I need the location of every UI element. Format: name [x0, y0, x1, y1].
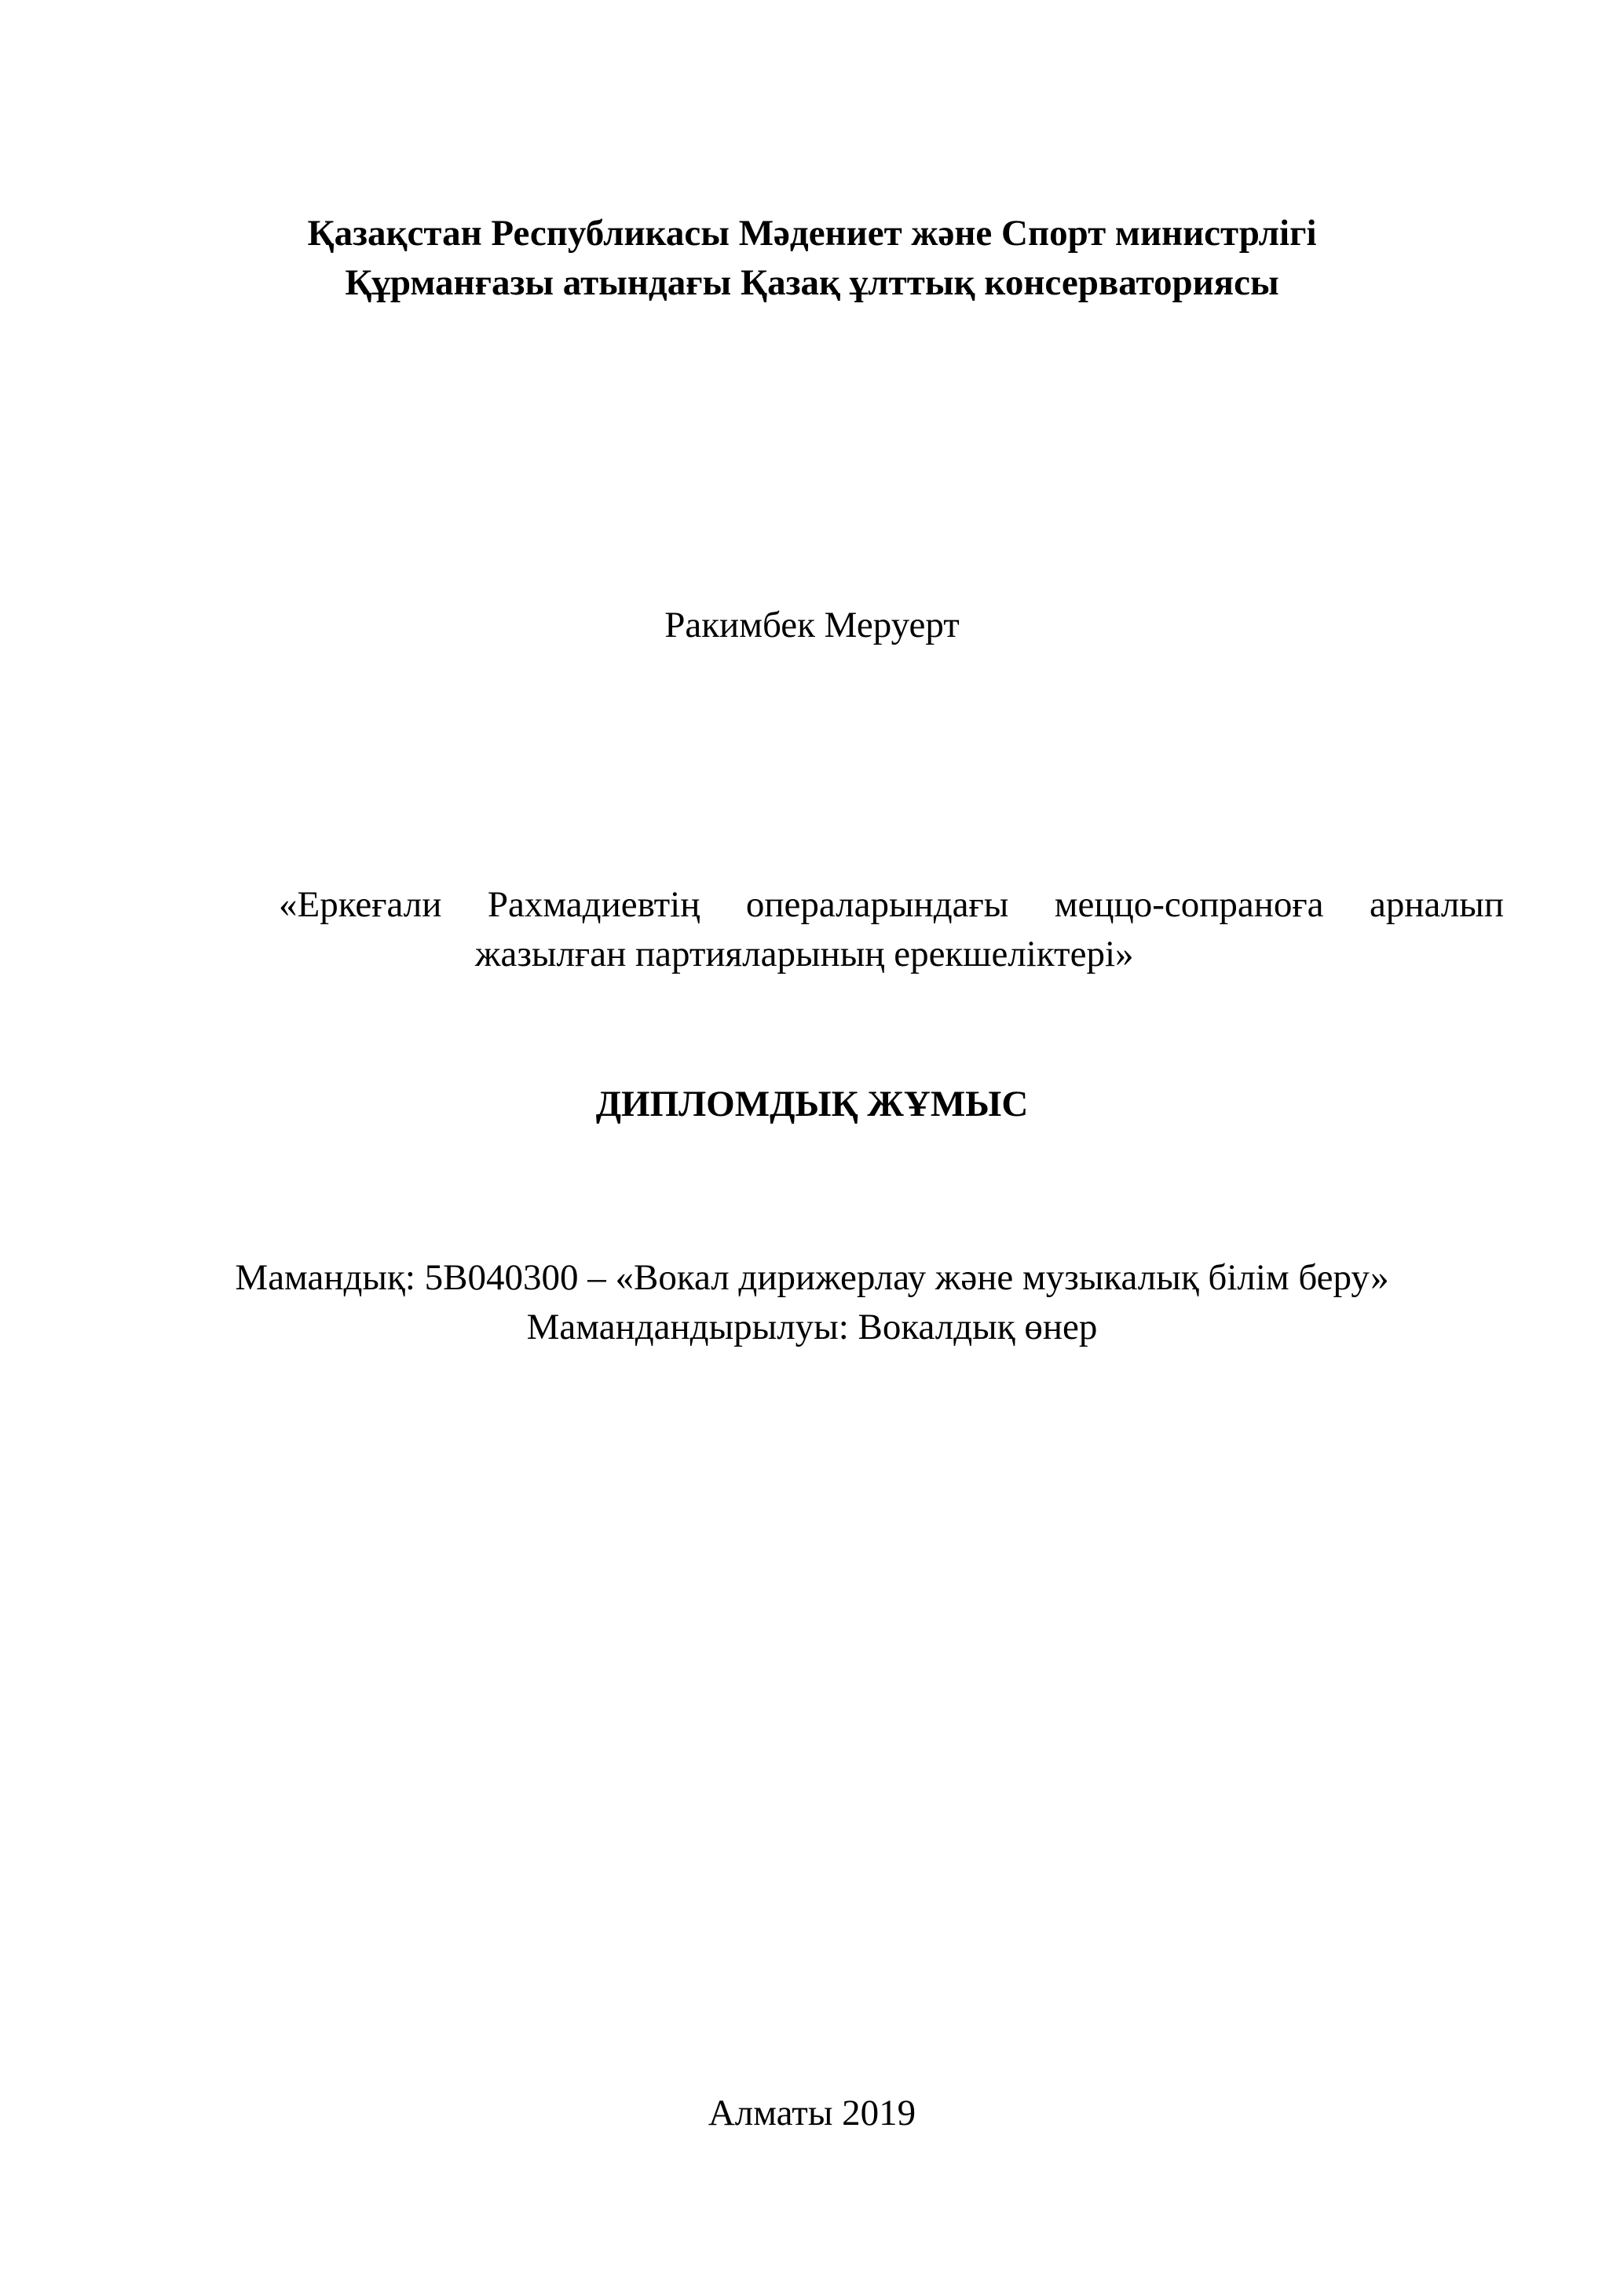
institution-header	[0, 209, 1624, 308]
specialty-block	[0, 1253, 1624, 1352]
conservatory-name: Құрманғазы атындағы Қазақ ұлттық консерваториясы	[345, 262, 1279, 303]
specialization-line: Мамандандырылуы: Вокалдық өнер	[526, 1307, 1098, 1347]
thesis-title-line-1: «Еркеғали Рахмадиевтің операларындағы меццо-сопраноға арналып	[279, 884, 1504, 925]
document-type: ДИПЛОМДЫҚ ЖҰМЫС	[595, 1084, 1029, 1124]
author-name: Ракимбек Меруерт	[664, 605, 960, 645]
thesis-title-line-2: жазылған партияларының ерекшеліктері»	[475, 934, 1134, 974]
city-year: Алматы 2019	[708, 2093, 916, 2133]
ministry-name: Қазақстан Республикасы Мәдениет және Спорт министрлігі	[307, 213, 1317, 254]
specialty-line: Мамандық: 5В040300 – «Вокал дирижерлау және музыкалық білім беру»	[235, 1257, 1389, 1298]
